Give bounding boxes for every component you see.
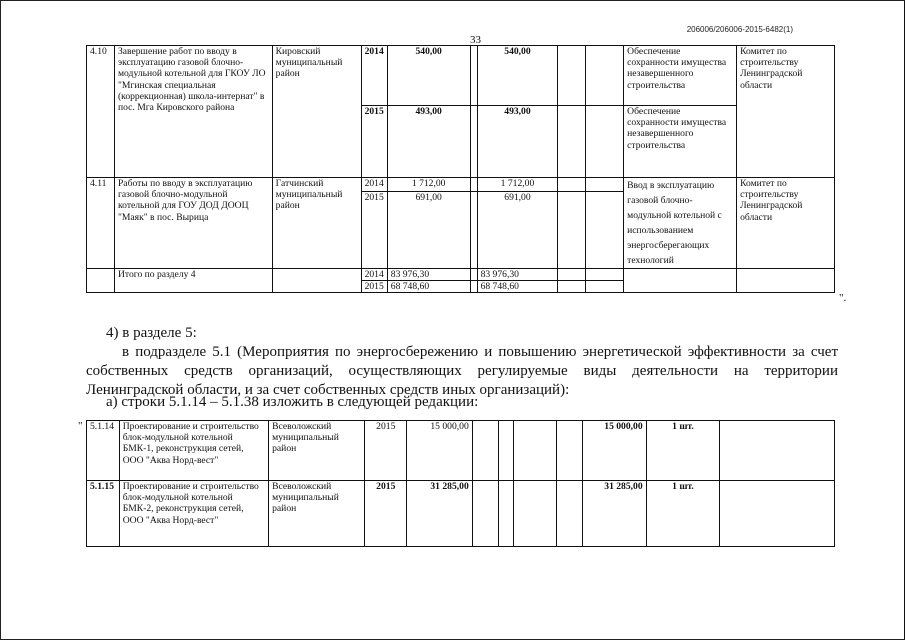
total-row (87, 269, 835, 281)
executor: Комитет по строительству Ленинградской области (737, 46, 835, 178)
goal: Ввод в эксплуатацию газовой блочно-модульной котельной с использованием энергосберегающих технологий (624, 178, 737, 269)
measure-name: Завершение работ по вводу в эксплуатацию газовой блочно-модульной котельной для ГКОУ ЛО "Мгинская специальная (коррекционная) школа-интернат" в пос. Мга Кировского района (114, 46, 272, 178)
sum-budget: 540,00 (477, 46, 558, 106)
sum-total: 15 000,00 (407, 421, 472, 481)
sum-budget: 493,00 (477, 106, 558, 178)
district: Всеволожский муниципальный район (269, 421, 365, 481)
document-id: 206006/206006-2015-6482(1) (686, 25, 793, 34)
sum-total: 493,00 (387, 106, 470, 178)
district: Гатчинский муниципальный район (272, 178, 361, 269)
sum-total: 540,00 (387, 46, 470, 106)
year: 2015 (361, 192, 387, 269)
row-number: 5.1.15 (87, 481, 120, 547)
district: Всеволожский муниципальный район (269, 481, 365, 547)
sum-own-funds: 15 000,00 (583, 421, 646, 481)
paragraph-section5: 4) в разделе 5: (106, 325, 197, 341)
sum-total: 68 748,60 (387, 281, 470, 293)
paragraph-subsection: в подразделе 5.1 (Мероприятия по энергосбережению и повышению энергетической эффективности за счет собственных средств организаций, осуществляющих регулируемые виды деятельности на территории Ленинградской области, и за счет собственных средств иных организаций): (86, 344, 838, 398)
sum-total: 691,00 (387, 192, 470, 269)
measure-name: Работы по вводу в эксплуатацию газовой блочно-модульной котельной для ГОУ ДОД ДООЦ "Маяк" в пос. Вырица (114, 178, 272, 269)
year: 2014 (361, 178, 387, 192)
closing-quote: ". (839, 292, 847, 304)
table-row (87, 178, 835, 192)
table-row (87, 481, 835, 547)
sum-total: 1 712,00 (387, 178, 470, 192)
sum-budget: 1 712,00 (477, 178, 558, 192)
year: 2015 (365, 481, 407, 547)
section5-table (86, 420, 835, 547)
year: 2015 (365, 421, 407, 481)
quantity: 1 шт. (646, 481, 720, 547)
year: 2014 (361, 269, 387, 281)
sum-budget: 68 748,60 (477, 281, 558, 293)
table-row (87, 46, 835, 106)
table-row (87, 421, 835, 481)
paragraph-rows: а) строки 5.1.14 – 5.1.38 изложить в следующей редакции: (106, 394, 479, 410)
year: 2015 (361, 281, 387, 293)
opening-quote: " (78, 420, 83, 432)
goal: Обеспечение сохранности имущества незавершенного строительства (624, 106, 737, 178)
row-number: 5.1.14 (87, 421, 120, 481)
sum-total: 83 976,30 (387, 269, 470, 281)
section4-table (86, 45, 835, 293)
sum-total: 31 285,00 (407, 481, 472, 547)
district: Кировский муниципальный район (272, 46, 361, 178)
total-label: Итого по разделу 4 (114, 269, 272, 293)
sum-budget: 83 976,30 (477, 269, 558, 281)
sum-own-funds: 31 285,00 (583, 481, 646, 547)
page-number: 33 (470, 34, 481, 46)
year: 2014 (361, 46, 387, 106)
executor: Комитет по строительству Ленинградской области (737, 178, 835, 269)
row-number: 4.10 (87, 46, 115, 178)
sum-budget: 691,00 (477, 192, 558, 269)
measure-name: Проектирование и строительство блок-модульной котельной БМК-2, реконструкция сетей, ООО "Аква Норд-вест" (119, 481, 268, 547)
goal: Обеспечение сохранности имущества незавершенного строительства (624, 46, 737, 106)
row-number: 4.11 (87, 178, 115, 269)
quantity: 1 шт. (646, 421, 720, 481)
measure-name: Проектирование и строительство блок-модульной котельной БМК-1, реконструкция сетей, ООО "Аква Норд-вест" (119, 421, 268, 481)
year: 2015 (361, 106, 387, 178)
